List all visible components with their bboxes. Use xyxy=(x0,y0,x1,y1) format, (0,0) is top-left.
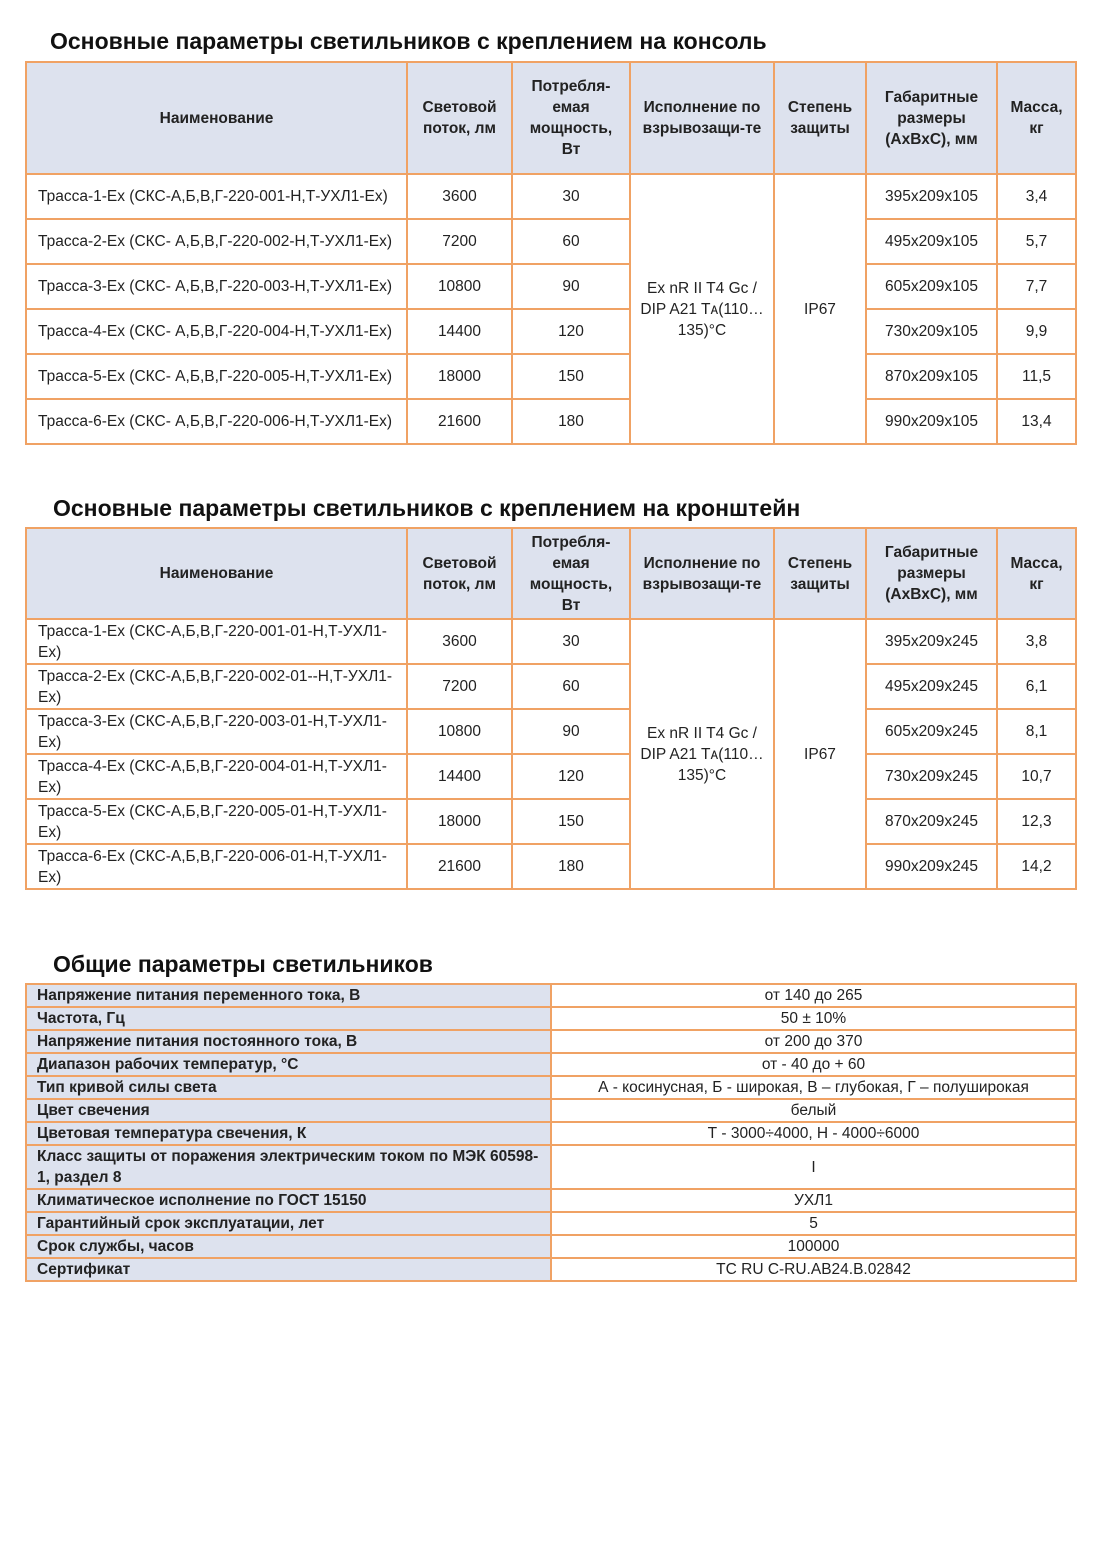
table-row xyxy=(26,619,1076,664)
row-flux: 14400 xyxy=(407,309,512,354)
table-row xyxy=(26,1212,1076,1235)
row-flux: 3600 xyxy=(407,619,512,664)
row-power: 90 xyxy=(512,264,630,309)
row-name: Трасса-6-Ex (СКС-А,Б,В,Г-220-006-01-Н,Т-УХЛ1-Ех) xyxy=(26,844,407,889)
header-power: Потребля-емая мощность, Вт xyxy=(512,62,630,174)
table-row xyxy=(26,174,1076,219)
param-value: от 140 до 265 xyxy=(551,984,1076,1007)
header-name: Наименование xyxy=(26,528,407,619)
row-mass: 5,7 xyxy=(997,219,1076,264)
explosion-protection-value: Ex nR II T4 Gc / DIP A21 Tᴀ(110…135)°C xyxy=(630,174,774,444)
general-section-title: Общие параметры светильников xyxy=(53,951,433,977)
param-label: Частота, Гц xyxy=(26,1007,551,1030)
param-label: Диапазон рабочих температур, °С xyxy=(26,1053,551,1076)
bracket-section-title: Основные параметры светильников с креплением на кронштейн xyxy=(53,495,801,521)
console-section-title: Основные параметры светильников с креплением на консоль xyxy=(50,28,767,54)
row-dimensions: 730x209x245 xyxy=(866,754,997,799)
row-mass: 8,1 xyxy=(997,709,1076,754)
header-explosion: Исполнение по взрывозащи-те xyxy=(630,62,774,174)
row-flux: 7200 xyxy=(407,664,512,709)
header-explosion: Исполнение по взрывозащи-те xyxy=(630,528,774,619)
row-mass: 10,7 xyxy=(997,754,1076,799)
param-value: 5 xyxy=(551,1212,1076,1235)
row-power: 30 xyxy=(512,619,630,664)
param-value: белый xyxy=(551,1099,1076,1122)
row-dimensions: 605x209x245 xyxy=(866,709,997,754)
row-power: 150 xyxy=(512,354,630,399)
row-flux: 14400 xyxy=(407,754,512,799)
param-value: ТС RU C-RU.АВ24.В.02842 xyxy=(551,1258,1076,1281)
param-label: Срок службы, часов xyxy=(26,1235,551,1258)
row-dimensions: 495x209x105 xyxy=(866,219,997,264)
row-flux: 3600 xyxy=(407,174,512,219)
row-power: 90 xyxy=(512,709,630,754)
header-name: Наименование xyxy=(26,62,407,174)
header-protection: Степень защиты xyxy=(774,62,866,174)
row-name: Трасса-1-Ex (СКС-А,Б,В,Г-220-001-01-Н,Т-УХЛ1-Ех) xyxy=(26,619,407,664)
explosion-protection-value: Ex nR II T4 Gc / DIP A21 Tᴀ(110…135)°C xyxy=(630,619,774,889)
param-value: от 200 до 370 xyxy=(551,1030,1076,1053)
protection-degree-value: IP67 xyxy=(774,619,866,889)
row-name: Трасса-5-Ex (СКС-А,Б,В,Г-220-005-01-Н,Т-УХЛ1-Ех) xyxy=(26,799,407,844)
param-label: Класс защиты от поражения электрическим током по МЭК 60598-1, раздел 8 xyxy=(26,1145,551,1189)
table-row xyxy=(26,754,1076,799)
row-name: Трасса-1-Ex (СКС-А,Б,В,Г-220-001-Н,Т-УХЛ1-Ех) xyxy=(26,174,407,219)
header-dimensions: Габаритные размеры (АхВхС), мм xyxy=(866,528,997,619)
row-flux: 10800 xyxy=(407,709,512,754)
general-params-table xyxy=(25,983,1077,1282)
table-row xyxy=(26,1122,1076,1145)
row-name: Трасса-2-Ex (СКС-А,Б,В,Г-220-002-01--Н,Т-УХЛ1-Ех) xyxy=(26,664,407,709)
table-row xyxy=(26,1099,1076,1122)
row-mass: 9,9 xyxy=(997,309,1076,354)
table-row xyxy=(26,1235,1076,1258)
row-mass: 7,7 xyxy=(997,264,1076,309)
row-name: Трасса-3-Ex (СКС- А,Б,В,Г-220-003-Н,Т-УХЛ1-Ех) xyxy=(26,264,407,309)
param-label: Климатическое исполнение по ГОСТ 15150 xyxy=(26,1189,551,1212)
row-mass: 11,5 xyxy=(997,354,1076,399)
row-flux: 10800 xyxy=(407,264,512,309)
table-row xyxy=(26,844,1076,889)
table-row xyxy=(26,354,1076,399)
row-dimensions: 395x209x245 xyxy=(866,619,997,664)
row-name: Трасса-6-Ex (СКС- А,Б,В,Г-220-006-Н,Т-УХЛ1-Ех) xyxy=(26,399,407,444)
row-mass: 3,4 xyxy=(997,174,1076,219)
row-mass: 12,3 xyxy=(997,799,1076,844)
row-power: 150 xyxy=(512,799,630,844)
table-row xyxy=(26,264,1076,309)
param-value: УХЛ1 xyxy=(551,1189,1076,1212)
header-protection: Степень защиты xyxy=(774,528,866,619)
row-name: Трасса-3-Ex (СКС-А,Б,В,Г-220-003-01-Н,Т-УХЛ1-Ех) xyxy=(26,709,407,754)
row-name: Трасса-5-Ex (СКС- А,Б,В,Г-220-005-Н,Т-УХЛ1-Ех) xyxy=(26,354,407,399)
table-row xyxy=(26,309,1076,354)
row-power: 180 xyxy=(512,399,630,444)
param-value: 100000 xyxy=(551,1235,1076,1258)
row-flux: 21600 xyxy=(407,844,512,889)
row-mass: 6,1 xyxy=(997,664,1076,709)
table-row xyxy=(26,984,1076,1007)
row-power: 120 xyxy=(512,754,630,799)
table-row xyxy=(26,1189,1076,1212)
param-value: от - 40 до + 60 xyxy=(551,1053,1076,1076)
table-row xyxy=(26,1145,1076,1189)
param-label: Цвет свечения xyxy=(26,1099,551,1122)
row-dimensions: 990x209x105 xyxy=(866,399,997,444)
row-name: Трасса-4-Ex (СКС-А,Б,В,Г-220-004-01-Н,Т-УХЛ1-Ех) xyxy=(26,754,407,799)
row-mass: 3,8 xyxy=(997,619,1076,664)
row-mass: 13,4 xyxy=(997,399,1076,444)
row-dimensions: 605x209x105 xyxy=(866,264,997,309)
param-label: Напряжение питания постоянного тока, В xyxy=(26,1030,551,1053)
bracket-params-table xyxy=(25,527,1077,890)
table-row xyxy=(26,1030,1076,1053)
row-dimensions: 495x209x245 xyxy=(866,664,997,709)
table-row xyxy=(26,219,1076,264)
row-dimensions: 395x209x105 xyxy=(866,174,997,219)
row-dimensions: 870x209x105 xyxy=(866,354,997,399)
row-mass: 14,2 xyxy=(997,844,1076,889)
param-value: 50 ± 10% xyxy=(551,1007,1076,1030)
param-value: А - косинусная, Б - широкая, В – глубокая, Г – полуширокая xyxy=(551,1076,1076,1099)
row-name: Трасса-4-Ex (СКС- А,Б,В,Г-220-004-Н,Т-УХЛ1-Ех) xyxy=(26,309,407,354)
protection-degree-value: IP67 xyxy=(774,174,866,444)
table-row xyxy=(26,709,1076,754)
header-flux: Световой поток, лм xyxy=(407,528,512,619)
table-row xyxy=(26,1007,1076,1030)
row-flux: 21600 xyxy=(407,399,512,444)
table-row xyxy=(26,1076,1076,1099)
row-dimensions: 730x209x105 xyxy=(866,309,997,354)
param-label: Сертификат xyxy=(26,1258,551,1281)
row-flux: 18000 xyxy=(407,799,512,844)
table-row xyxy=(26,399,1076,444)
param-label: Тип кривой силы света xyxy=(26,1076,551,1099)
table-row xyxy=(26,799,1076,844)
row-dimensions: 870x209x245 xyxy=(866,799,997,844)
header-flux: Световой поток, лм xyxy=(407,62,512,174)
row-power: 60 xyxy=(512,219,630,264)
row-flux: 7200 xyxy=(407,219,512,264)
header-mass: Масса, кг xyxy=(997,528,1076,619)
header-power: Потребля-емая мощность, Вт xyxy=(512,528,630,619)
table-row xyxy=(26,1258,1076,1281)
row-power: 180 xyxy=(512,844,630,889)
param-value: I xyxy=(551,1145,1076,1189)
row-name: Трасса-2-Ex (СКС- А,Б,В,Г-220-002-Н,Т-УХЛ1-Ех) xyxy=(26,219,407,264)
console-params-table xyxy=(25,61,1077,445)
param-label: Цветовая температура свечения, К xyxy=(26,1122,551,1145)
param-label: Гарантийный срок эксплуатации, лет xyxy=(26,1212,551,1235)
param-label: Напряжение питания переменного тока, В xyxy=(26,984,551,1007)
row-power: 120 xyxy=(512,309,630,354)
row-dimensions: 990x209x245 xyxy=(866,844,997,889)
row-power: 30 xyxy=(512,174,630,219)
header-dimensions: Габаритные размеры (АхВхС), мм xyxy=(866,62,997,174)
table-row xyxy=(26,1053,1076,1076)
row-flux: 18000 xyxy=(407,354,512,399)
param-value: Т - 3000÷4000, Н - 4000÷6000 xyxy=(551,1122,1076,1145)
table-row xyxy=(26,664,1076,709)
header-mass: Масса, кг xyxy=(997,62,1076,174)
row-power: 60 xyxy=(512,664,630,709)
